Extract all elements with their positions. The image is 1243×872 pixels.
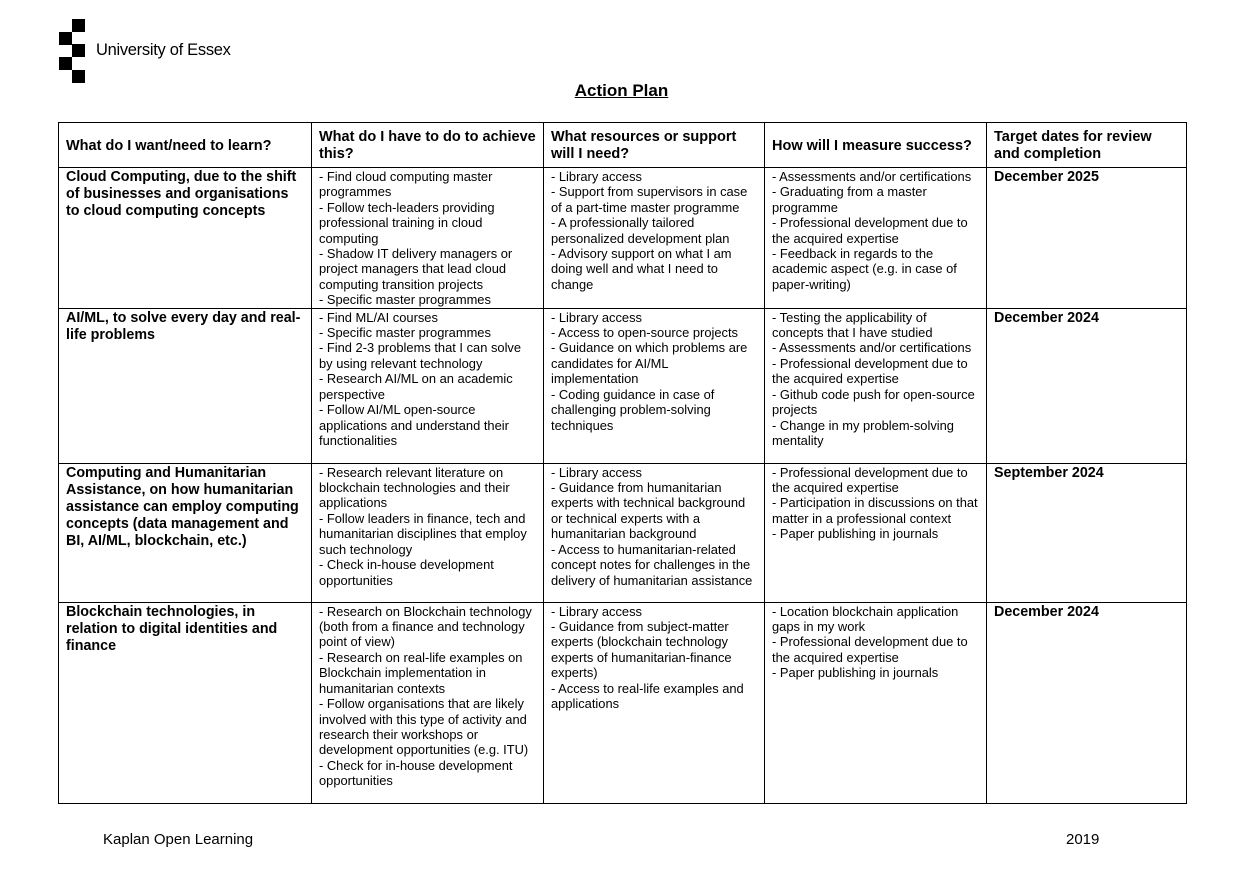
- actions-item: - Follow organisations that are likely involved with this type of activity and research their workshops or development opportunities (e.g. ITU): [319, 696, 529, 758]
- footer-publisher: Kaplan Open Learning: [103, 831, 254, 848]
- learning-topic-cell: Blockchain technologies, in relation to digital identities and finance: [59, 602, 312, 803]
- logo-text: University of Essex: [96, 41, 231, 59]
- actions-item: - Research on Blockchain technology (both from a finance and technology point of view): [319, 603, 532, 650]
- essex-checker-logo-icon: [59, 19, 85, 83]
- actions-item: - Follow AI/ML open-source applications and understand their functionalities: [319, 402, 509, 448]
- actions-item: - Find cloud computing master programmes: [319, 169, 493, 200]
- measures-item: - Change in my problem-solving mentality: [772, 417, 954, 448]
- actions-item: - Follow tech-leaders providing professional training in cloud computing: [319, 199, 495, 246]
- resources-cell: [544, 602, 765, 803]
- actions-item: - Research on real-life examples on Blockchain implementation in humanitarian contexts: [319, 649, 523, 696]
- resources-item: - Guidance from subject-matter experts (blockchain technology experts of humanitarian-finance experts): [551, 619, 732, 681]
- measures-item: - Participation in discussions on that matter in a professional context: [772, 495, 978, 526]
- resources-item: - Library access: [551, 603, 642, 619]
- target-date-cell: December 2025: [987, 168, 1187, 309]
- actions-item: - Shadow IT delivery managers or project managers that lead cloud computing transition projects: [319, 246, 513, 292]
- resources-item: - Guidance from humanitarian experts with technical background or technical experts with a humanitarian background: [551, 480, 746, 542]
- actions-item: - Check in-house development opportunities: [319, 557, 494, 588]
- table-row: [59, 308, 1187, 463]
- actions-item: - Find ML/AI courses: [319, 309, 438, 325]
- actions-item: - Research AI/ML on an academic perspective: [319, 371, 513, 402]
- resources-item: - Access to humanitarian-related concept notes for challenges in the delivery of humanitarian assistance: [551, 541, 753, 588]
- actions-item: - Specific master programmes: [319, 292, 491, 308]
- target-date-cell: September 2024: [987, 463, 1187, 602]
- action-plan-table: [58, 122, 1187, 804]
- resources-item: - Support from supervisors in case of a part-time master programme: [551, 184, 748, 215]
- target-date-cell: December 2024: [987, 308, 1187, 463]
- measures-item: - Location blockchain application gaps in my work: [772, 603, 959, 635]
- resources-item: - Library access: [551, 464, 642, 480]
- learning-topic-cell: AI/ML, to solve every day and real-life problems: [59, 308, 312, 463]
- measures-cell: [765, 168, 987, 309]
- resources-item: - Access to real-life examples and applications: [551, 680, 744, 712]
- column-header: How will I measure success?: [765, 123, 987, 168]
- measures-item: - Professional development due to the acquired expertise: [772, 464, 968, 496]
- measures-item: - Testing the applicability of concepts that I have studied: [772, 309, 933, 341]
- actions-item: - Check for in-house development opportunities: [319, 757, 513, 789]
- resources-cell: [544, 308, 765, 463]
- resources-item: - Library access: [551, 169, 642, 184]
- resources-cell: [544, 463, 765, 602]
- table-header-row: [59, 123, 1187, 168]
- measures-item: - Github code push for open-source projects: [772, 386, 975, 418]
- resources-cell: [544, 168, 765, 309]
- actions-cell: [312, 168, 544, 309]
- university-logo: [59, 19, 259, 85]
- measures-item: - Paper publishing in journals: [772, 526, 939, 542]
- actions-item: - Specific master programmes: [319, 325, 491, 341]
- actions-cell: [312, 308, 544, 463]
- measures-item: - Feedback in regards to the academic aspect (e.g. in case of paper-writing): [772, 246, 957, 292]
- resources-item: - Coding guidance in case of challenging problem-solving techniques: [551, 386, 715, 433]
- actions-cell: [312, 463, 544, 602]
- column-header: What resources or support will I need?: [544, 123, 765, 168]
- measures-cell: [765, 308, 987, 463]
- actions-item: - Find 2-3 problems that I can solve by using relevant technology: [319, 340, 522, 371]
- column-header: What do I want/need to learn?: [59, 123, 312, 168]
- measures-item: - Professional development due to the acquired expertise: [772, 215, 968, 246]
- measures-item: - Assessments and/or certifications: [772, 169, 972, 184]
- resources-item: - Library access: [551, 309, 642, 325]
- measures-item: - Paper publishing in journals: [772, 665, 939, 681]
- resources-item: - Access to open-source projects: [551, 325, 739, 341]
- resources-item: - Advisory support on what I am doing well and what I need to change: [551, 246, 732, 292]
- table-row: [59, 602, 1187, 803]
- table-row: [59, 463, 1187, 602]
- actions-item: - Research relevant literature on blockchain technologies and their applications: [319, 464, 510, 511]
- measures-item: - Assessments and/or certifications: [772, 340, 972, 356]
- measures-cell: [765, 602, 987, 803]
- footer-year: 2019: [1066, 831, 1100, 848]
- target-date-cell: December 2024: [987, 602, 1187, 803]
- resources-item: - Guidance on which problems are candidates for AI/ML implementation: [551, 340, 748, 387]
- learning-topic-cell: Cloud Computing, due to the shift of businesses and organisations to cloud computing concepts: [59, 168, 312, 309]
- measures-cell: [765, 463, 987, 602]
- resources-item: - A professionally tailored personalized development plan: [551, 215, 730, 246]
- column-header: What do I have to do to achieve this?: [312, 123, 544, 168]
- learning-topic-cell: Computing and Humanitarian Assistance, on how humanitarian assistance can employ computing concepts (data management and BI, AI/ML, blockchain, etc.): [59, 463, 312, 602]
- measures-item: - Graduating from a master programme: [772, 184, 927, 215]
- page-title: Action Plan: [574, 81, 669, 100]
- actions-cell: [312, 602, 544, 803]
- measures-item: - Professional development due to the acquired expertise: [772, 355, 968, 387]
- measures-item: - Professional development due to the acquired expertise: [772, 634, 968, 665]
- table-row: [59, 168, 1187, 309]
- column-header: Target dates for review and completion: [987, 123, 1187, 168]
- actions-item: - Follow leaders in finance, tech and humanitarian disciplines that employ such technology: [319, 510, 527, 557]
